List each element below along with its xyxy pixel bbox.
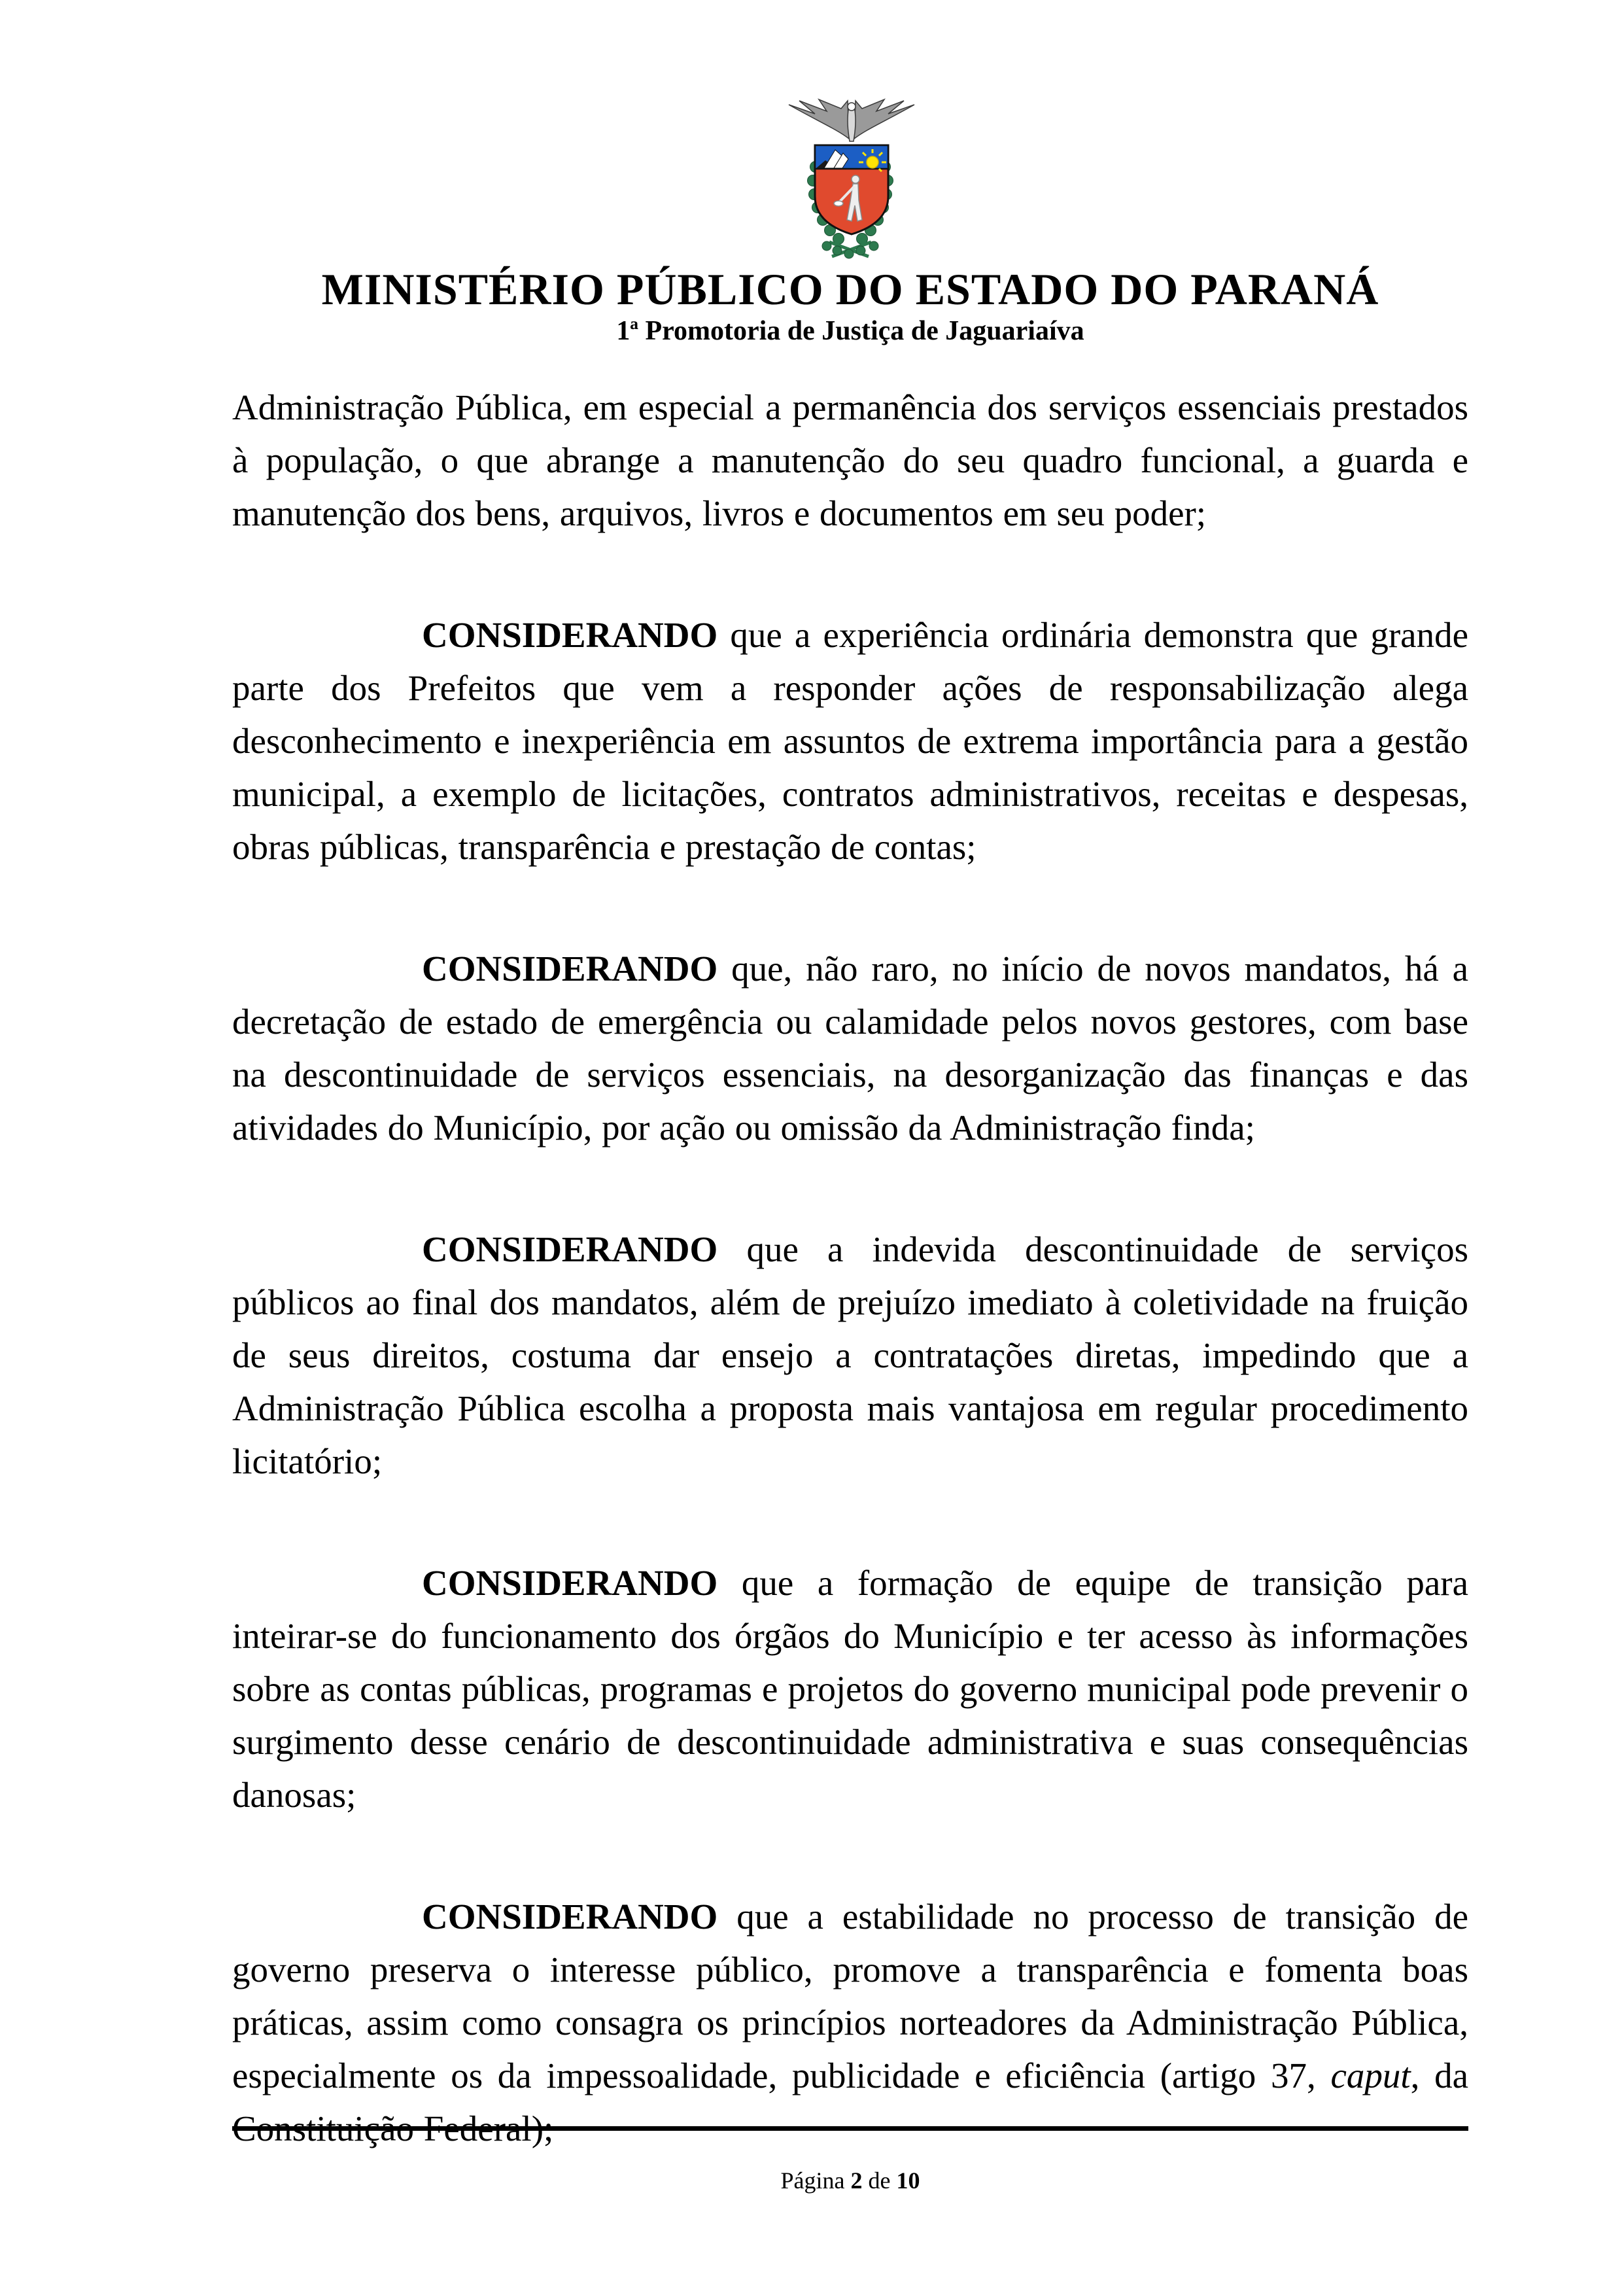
footer-divider [232,2126,1468,2131]
paragraph-segment: que a formação de equipe de transição para inteirar-se do funcionamento dos órgãos do Município e ter acesso às informações sobre as contas públicas, programas e projetos do governo municipal pode prevenir o surgimento desse cenário de descontinuidade administrativa e suas consequências danosas; [232,1563,1468,1815]
paragraph-segment: que, não raro, no início de novos mandatos, há a decretação de estado de emergência ou calamidade pelos novos gestores, com base na descontinuidade de serviços essenciais, na desorganização das finanças e das atividades do Município, por ação ou omissão da Administração finda; [232,949,1468,1148]
paragraph-segment: CONSIDERANDO [422,1229,718,1269]
paragraph-segment: CONSIDERANDO [422,615,718,655]
parana-coat-of-arms [785,98,916,262]
document-body [232,381,1468,2155]
paragraph-segment: CONSIDERANDO [422,1563,718,1603]
paragraph-segment: que a estabilidade no processo de transição de governo preserva o interesse público, promove a transparência e fomenta boas práticas, assim como consagra os princípios norteadores da Administração Pública, especialmente os da impessoalidade, publicidade e eficiência (artigo 37, [232,1897,1468,2095]
paragraph [232,1223,1468,1488]
paragraph [232,1890,1468,2155]
page-separator: de [868,2167,891,2194]
paragraph-segment: que a experiência ordinária demonstra que grande parte dos Prefeitos que vem a responder ações de responsabilização alega desconhecimento e inexperiência em assuntos de extrema importância para a gestão municipal, a exemplo de licitações, contratos administrativos, receitas e despesas, obras públicas, transparência e prestação de contas; [232,615,1468,867]
eagle-icon [789,99,914,141]
paragraph-segment: CONSIDERANDO [422,1897,718,1936]
paragraph-segment: que a indevida descontinuidade de serviços públicos ao final dos mandatos, além de prejuízo imediato à coletividade na fruição de seus direitos, costuma dar ensejo a contratações diretas, impedindo que a Administração Pública escolha a proposta mais vantajosa em regular procedimento licitatório; [232,1229,1468,1481]
org-subtitle: 1ª Promotoria de Justiça de Jaguariaíva [616,316,1084,346]
org-title: MINISTÉRIO PÚBLICO DO ESTADO DO PARANÁ [321,264,1379,314]
paragraph [232,608,1468,873]
page-label: Página [780,2167,845,2194]
paragraph-segment: CONSIDERANDO [422,949,718,989]
shield [815,145,888,234]
paragraph-segment: , da Constituição Federal); [232,2056,1468,2148]
page-total: 10 [896,2167,920,2194]
paragraph-segment: caput [1330,2056,1411,2095]
paragraph [232,1556,1468,1821]
paragraph-segment: Administração Pública, em especial a permanência dos serviços essenciais prestados à população, o que abrange a manutenção do seu quadro funcional, a guarda e manutenção dos bens, arquivos, livros e documentos em seu poder; [232,387,1468,533]
paragraph [232,381,1468,540]
page-number: 2 [850,2167,863,2194]
document-content [232,0,1468,2224]
paragraph [232,942,1468,1154]
page-footer [232,2167,1468,2194]
